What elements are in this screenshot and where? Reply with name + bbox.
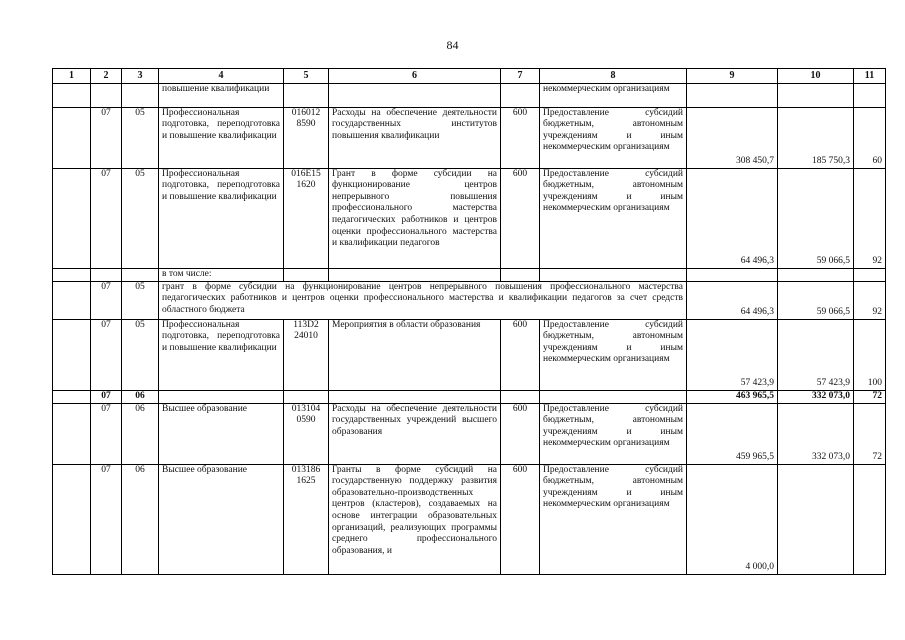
cell-section: 07 [91, 168, 122, 268]
cell-section: 07 [91, 390, 122, 403]
cell-plan [687, 268, 778, 281]
table-row [53, 281, 886, 319]
cell-col1 [53, 83, 91, 107]
cell-expense-type-name [540, 390, 687, 403]
column-header: 5 [284, 69, 329, 84]
cell-percent: 72 [854, 403, 886, 464]
cell-actual [778, 83, 854, 107]
column-header: 3 [122, 69, 159, 84]
page-number: 84 [446, 38, 459, 52]
cell-expense-type-name: Предоставление субсидий бюджетным, автономным учреждениям и иным некоммерческим организациям [540, 168, 687, 268]
cell-subsection-name: Высшее образование [159, 464, 284, 574]
cell-expense-type-name: Предоставление субсидий бюджетным, автономным учреждениям и иным некоммерческим организациям [540, 464, 687, 574]
cell-expense-name: Мероприятия в области образования [329, 319, 501, 390]
cell-expense-type: 600 [501, 168, 540, 268]
cell-section [91, 83, 122, 107]
cell-subsection: 06 [122, 403, 159, 464]
cell-col1 [53, 107, 91, 168]
cell-percent: 100 [854, 319, 886, 390]
cell-expense-name: Грант в форме субсидии на функционирование центров непрерывного повышения профессионального мастерства педагогических работников и центров оценки профессионального мастерства и квалификации педагогов [329, 168, 501, 268]
cell-plan: 64 496,3 [687, 281, 778, 319]
cell-actual: 332 073,0 [778, 403, 854, 464]
cell-expense-type-name: Предоставление субсидий бюджетным, автономным учреждениям и иным некоммерческим организациям [540, 403, 687, 464]
cell-actual [778, 268, 854, 281]
cell-expense-type-name: Предоставление субсидий бюджетным, автономным учреждениям и иным некоммерческим организациям [540, 319, 687, 390]
table-row-subtotal [53, 390, 886, 403]
cell-section: 07 [91, 464, 122, 574]
cell-col1 [53, 281, 91, 319]
table-row [53, 268, 886, 281]
cell-expense-type-name [540, 268, 687, 281]
cell-subsection-name: повышение квалификации [159, 83, 284, 107]
cell-expense-name [329, 268, 501, 281]
cell-plan [687, 83, 778, 107]
table-row [53, 319, 886, 390]
cell-subsection [122, 83, 159, 107]
cell-subsection: 06 [122, 390, 159, 403]
column-header: 9 [687, 69, 778, 84]
cell-target-code [284, 390, 329, 403]
cell-expense-type-name: некоммерческим организациям [540, 83, 687, 107]
cell-subsection-name: в том числе: [159, 268, 284, 281]
cell-target-code: 016012 8590 [284, 107, 329, 168]
cell-actual: 57 423,9 [778, 319, 854, 390]
column-header: 7 [501, 69, 540, 84]
cell-subsection-name: Профессиональная подготовка, переподготовка и повышение квалификации [159, 319, 284, 390]
cell-subsection-name: Профессиональная подготовка, переподготовка и повышение квалификации [159, 168, 284, 268]
cell-expense-name [329, 390, 501, 403]
cell-expense-type: 600 [501, 464, 540, 574]
cell-percent [854, 464, 886, 574]
column-header: 8 [540, 69, 687, 84]
cell-subsection: 05 [122, 319, 159, 390]
table-header-row [53, 69, 886, 84]
cell-target-code: 113D2 24010 [284, 319, 329, 390]
cell-subsection-name [159, 390, 284, 403]
cell-plan: 4 000,0 [687, 464, 778, 574]
cell-subsection-name: Профессиональная подготовка, переподготовка и повышение квалификации [159, 107, 284, 168]
cell-expense-type-name: Предоставление субсидий бюджетным, автономным учреждениям и иным некоммерческим организациям [540, 107, 687, 168]
cell-expense-type [501, 83, 540, 107]
cell-actual: 59 066,5 [778, 281, 854, 319]
cell-expense-name: Расходы на обеспечение деятельности государственных институтов повышения квалификации [329, 107, 501, 168]
table-row [53, 403, 886, 464]
cell-expense-type: 600 [501, 319, 540, 390]
column-header: 6 [329, 69, 501, 84]
column-header: 10 [778, 69, 854, 84]
cell-plan: 463 965,5 [687, 390, 778, 403]
cell-col1 [53, 268, 91, 281]
column-header: 1 [53, 69, 91, 84]
cell-plan: 64 496,3 [687, 168, 778, 268]
cell-expense-type [501, 390, 540, 403]
cell-expense-type [501, 268, 540, 281]
cell-expense-type: 600 [501, 403, 540, 464]
column-header: 2 [91, 69, 122, 84]
cell-subsection [122, 268, 159, 281]
cell-col1 [53, 403, 91, 464]
cell-actual: 59 066,5 [778, 168, 854, 268]
cell-col1 [53, 319, 91, 390]
cell-target-code: 016E15 1620 [284, 168, 329, 268]
cell-subsection: 06 [122, 464, 159, 574]
cell-grant-description: грант в форме субсидии на функционирование центров непрерывного повышения профессионального мастерства педагогических работников и центров оценки профессионального мастерства и квалификации педагогов за счет средств областного бюджета [159, 281, 687, 319]
cell-percent [854, 268, 886, 281]
cell-percent: 72 [854, 390, 886, 403]
cell-plan: 459 965,5 [687, 403, 778, 464]
cell-subsection: 05 [122, 107, 159, 168]
column-header: 4 [159, 69, 284, 84]
cell-plan: 308 450,7 [687, 107, 778, 168]
cell-section: 07 [91, 403, 122, 464]
cell-section [91, 268, 122, 281]
cell-expense-name: Расходы на обеспечение деятельности государственных учреждений высшего образования [329, 403, 501, 464]
table-row [53, 107, 886, 168]
cell-col1 [53, 464, 91, 574]
cell-target-code: 013186 1625 [284, 464, 329, 574]
cell-actual: 185 750,3 [778, 107, 854, 168]
cell-section: 07 [91, 281, 122, 319]
cell-target-code [284, 83, 329, 107]
cell-percent [854, 83, 886, 107]
cell-subsection: 05 [122, 168, 159, 268]
cell-target-code: 013104 0590 [284, 403, 329, 464]
cell-actual: 332 073,0 [778, 390, 854, 403]
cell-plan: 57 423,9 [687, 319, 778, 390]
cell-section: 07 [91, 107, 122, 168]
table-row [53, 168, 886, 268]
cell-expense-type: 600 [501, 107, 540, 168]
cell-percent: 60 [854, 107, 886, 168]
cell-col1 [53, 168, 91, 268]
column-header: 11 [854, 69, 886, 84]
cell-actual [778, 464, 854, 574]
cell-percent: 92 [854, 281, 886, 319]
cell-section: 07 [91, 319, 122, 390]
cell-target-code [284, 268, 329, 281]
cell-subsection-name: Высшее образование [159, 403, 284, 464]
table-row [53, 83, 886, 107]
cell-expense-name [329, 83, 501, 107]
cell-percent: 92 [854, 168, 886, 268]
table-row [53, 464, 886, 574]
cell-subsection: 05 [122, 281, 159, 319]
budget-table [52, 68, 886, 575]
cell-expense-name: Гранты в форме субсидий на государственную поддержку развития образовательно-производственных центров (кластеров), создаваемых на основе интеграции образовательных организаций, реализующих программы среднего профессионального образования, и [329, 464, 501, 574]
cell-col1 [53, 390, 91, 403]
